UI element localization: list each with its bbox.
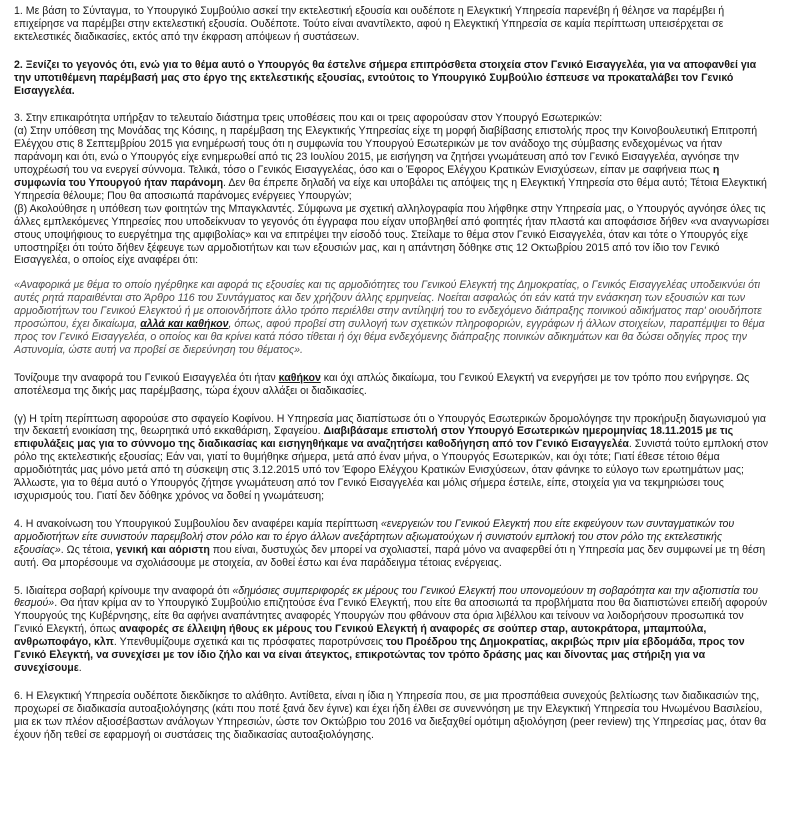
paragraph-4: 4. Η ανακοίνωση του Υπουργικού Συμβουλίου δεν αναφέρει καμία περίπτωση «ενεργειών του Γενικού Ελεγκτή που είτε εκφεύγουν των συνταγματικών του αρμοδιοτήτων είτε συνιστούν παρεμβολή στον ρόλο και το έργο άλλων ανεξάρτητων αξιωματούχων ή συνιστούν εμπλοκή του στον ρόλο της εκτελεστικής εξουσίας». Ως τέτοια, γενική και αόριστη που είναι, δυστυχώς δεν μπορεί να σχολιαστεί, παρά μόνο να αναφερθεί ότι η Υπηρεσία μας δεν συμφωνεί με τη θέση αυτή. Θα μπορέσουμε να σχολιάσουμε με στοιχεία, αν δοθεί έστω και ένα παράδειγμα τέτοιας ενέργειας. xyxy=(14,517,766,569)
paragraph-3c-bold: Διαβιβάσαμε επιστολή στον Υπουργό Εσωτερικών ημερομηνίας 18.11.2015 με τις επιφυλάξεις μας για το σύννομο της διαδικασίας και εισηγηθήκαμε να αναζητήσει καθοδήγηση από τον Γενικό Εισαγγελέα xyxy=(14,425,734,451)
paragraph-5: 5. Ιδιαίτερα σοβαρή κρίνουμε την αναφορά ότι «δημόσιες συμπεριφορές εκ μέρους του Γενικού Ελεγκτή που υπονομεύουν τη σοβαρότητα και την αξιοπιστία του θεσμού». Θα ήταν κρίμα αν το Υπουργικό Συμβούλιο επιζητούσε ένα Γενικό Ελεγκτή, που είτε θα αποσιωπά τα προβλήματα που θα διαπιστώνει επειδή αφορούν Υπουργούς της Κυβέρνησης, είτε θα αφήνει αναπάντητες αναφορές Υπουργών που φθάνουν στα όρια λιβέλλου και τείνουν να λοιδορήσουν προσωπικά τον Γενικό Ελεγκτή, όπως αναφορές σε έλλειψη ήθους εκ μέρους του Γενικού Ελεγκτή ή αναφορές σε σούπερ σταρ, αυτοκράτορα, μπαμπούλα, ανθρωποφάγο, κλπ. Υπενθυμίζουμε σχετικά και τις πρόσφατες παροτρύνσεις του Προέδρου της Δημοκρατίας, ακριβώς πριν μία εβδομάδα, προς τον Γενικό Ελεγκτή, να συνεχίσει με τον ίδιο ζήλο και να είναι άτεγκτος, επικροτώντας τον τρόπο δράσης μας και δίνοντας μας στήριξη για να συνεχίσουμε. xyxy=(14,584,768,674)
paragraph-after-quote: Τονίζουμε την αναφορά του Γενικού Εισαγγελέα ότι ήταν καθήκον και όχι απλώς δικαίωμα, του Γενικού Ελεγκτή να ενεργήσει με τον τρόπο που ενήργησε. Ως αποτέλεσμα της δικής μας παρέμβασης, τώρα έχουν αλλάξει οι διαδικασίες. xyxy=(14,371,750,397)
paragraph-2 xyxy=(14,59,772,98)
paragraph-3c: (γ) Η τρίτη περίπτωση αφορούσε στο σφαγείο Κοφίνου. Η Υπηρεσία μας διαπίστωσε ότι ο Υπουργός Εσωτερικών δρομολόγησε την προκήρυξη διαγωνισμού για την δεκαετή ενοικίαση της, θεωρητικά υπό εκκαθάριση, Σφαγείου. Διαβιβάσαμε επιστολή στον Υπουργό Εσωτερικών ημερομηνίας 18.11.2015 με τις επιφυλάξεις μας για το σύννομο της διαδικασίας και εισηγηθήκαμε να αναζητήσει καθοδήγηση από τον Γενικό Εισαγγελέα. Συνιστά τούτο εμπλοκή στον ρόλο της εκτελεστικής εξουσίας; Εάν ναι, γιατί το θυμήθηκε σήμερα, μετά από έναν μήνα, ο Υπουργός Εσωτερικών, και όχι τότε; Γιατί έθεσε τέτοιο θέμα αρμοδιότητάς μας μόνο μετά από τη σύσκεψη στις 3.12.2015 υπό τον Έφορο Ελέγχου Κρατικών Ενισχύσεων, όταν φάνηκε το εύλογο των ερωτημάτων μας; Άλλωστε, για το θέμα αυτό ο Υπουργός ζήτησε γνωμάτευση από τον Γενικό Εισαγγελέα και μόλις σήμερα έστειλε, είπε, στοιχεία για να τεκμηριώσει τους ισχυρισμούς του. Γιατί δεν δόθηκε χρόνος να δοθεί η γνωμάτευση; xyxy=(14,412,769,502)
paragraph-3a-bold: η συμφωνία του Υπουργού ήταν παράνομη xyxy=(14,164,720,189)
paragraph-5-bold-2: του Προέδρου της Δημοκρατίας, ακριβώς πριν μία εβδομάδα, προς τον Γενικό Ελεγκτή, να συνεχίσει με τον ίδιο ζήλο και να είναι άτεγκτος, επικροτώντας τον τρόπο δράσης μας και δίνοντας μας στήριξη για να συνεχίσουμε xyxy=(14,636,745,674)
paragraph-3b: (β) Ακολούθησε η υπόθεση των φοιτητών της Μπαγκλαντές. Σύμφωνα με σχετική αλληλογραφία που λήφθηκε στην Υπηρεσία μας, ο Υπουργός αγνόησε όλες τις άλλες εμπλεκόμενες Υπηρεσίες που υποδείκνυαν το γεγονός ότι έγγραφα που είχαν υποβληθεί από φοιτητές ήταν πλαστά και αποφάσισε δήθεν «να αναγνωρίσει στους υποψήφιους το ευεργέτημα της αμφιβολίας» και να επιτρέψει την είσοδό τους. Στείλαμε το θέμα στον Γενικό Εισαγγελέα, όταν και τότε ο Υπουργός είχε υποστηρίξει ότι τούτο δήθεν ξέφευγε των αρμοδιοτήτων και των εξουσιών μας, και η απάντηση δόθηκε στις 12 Οκτωβρίου 2015 από τον ίδιο τον Γενικό Εισαγγελέα, ο οποίος είχε αναφέρει ότι: xyxy=(14,202,770,267)
duty-bold-underline: καθήκον xyxy=(278,371,321,384)
paragraph-1: 1. Με βάση το Σύνταγμα, το Υπουργικό Συμβούλιο ασκεί την εκτελεστική εξουσία και ουδέποτε η Ελεγκτική Υπηρεσία παρενέβη ή θέλησε να παρέμβει ή επιχείρησε να παρέμβει στην εκτελεστική εξουσία. Ουδέποτε. Τούτο είναι αναντίλεκτο, αφού η Ελεγκτική Υπηρεσία σε καμία περίπτωση υπεισέρχεται σε εκτελεστικές διαδικασίες, εκτός από την έκφραση απόψεων ή συστάσεων. xyxy=(14,5,725,43)
paragraph-3a: (α) Στην υπόθεση της Μονάδας της Κόσιης, η παρέμβαση της Ελεγκτικής Υπηρεσίας είχε τη μορφή διαβίβασης επιστολής προς την Κοινοβουλευτική Επιτροπή Ελέγχου στις 8 Σεπτεμβρίου 2015 για ενημέρωσή τους ότι η συμφωνία του Υπουργού Εσωτερικών με τον ανάδοχο της σύμβασης ενδεχομένως να ήταν παράνομη και ότι, ενώ ο Υπουργός είχε ενημερωθεί από τις 23 Ιουλίου 2015, με εισήγηση να ζητήσει γνωμάτευση από τον Γενικό Εισαγγελέα, αγνόησε την υποχρέωσή του να ενεργεί σύννομα. Τελικά, τόσο ο Γενικός Εισαγγελέας, όσο και ο Έφορος Ελέγχου Κρατικών Ενισχύσεων, είπαν με σαφήνεια πως η συμφωνία του Υπουργού ήταν παράνομη. Δεν θα έπρεπε δηλαδή να είχε και υποβάλει τις απόψεις της η Ελεγκτική Υπηρεσία στο θέμα αυτό; Τέτοια Ελεγκτική Υπηρεσία θέλουμε; Που θα αποσιωπά παράνομες ενέργειες Υπουργών; xyxy=(14,125,767,202)
quote-bold-underline: αλλά και καθήκον xyxy=(140,318,229,331)
paragraph-3-intro: 3. Στην επικαιρότητα υπήρξαν το τελευταίο διάστημα τρεις υποθέσεις που και οι τρεις αφορούσαν στον Υπουργό Εσωτερικών: xyxy=(14,112,603,125)
paragraph-5-bold-1: αναφορές σε έλλειψη ήθους εκ μέρους του Γενικού Ελεγκτή ή αναφορές σε σούπερ σταρ, αυτοκράτορα, μπαμπούλα, ανθρωποφάγο, κλπ xyxy=(14,623,707,649)
attorney-general-quote: «Αναφορικά με θέμα το οποίο ηγέρθηκε και αφορά τις εξουσίες και τις αρμοδιότητες του Γενικού Ελεγκτή της Δημοκρατίας, ο Γενικός Εισαγγελέας υποδεικνύει ότι αυτές ρητά παραιθένται στο Άρθρο 116 του Συντάγματος και δεν χρήζουν άλλης ερμηνείας. Νοείται ασφαλώς ότι εάν κατά την ενάσκηση των εξουσιών και των αρμοδιοτήτων του Γενικού Ελεγκτού ή με οποιονδήποτε άλλο τρόπο περιέλθει στην αντίληψή του το ενδεχόμενο διάπραξης ποινικού αδικήματος παρ' οιουδήποτε προσώπου, έχει δικαίωμα, αλλά και καθήκον, όπως, αφού προβεί στη συλλογή των σχετικών πληροφοριών, εγγράφων ή άλλων στοιχείων, παραπέμψει το θέμα προς τον Γενικό Εισαγγελέα, ο οποίος και θα κρίνει κατά πόσο τίθεται ή όχι θέμα ενδεχόμενης διάπραξης ποινικών αδικημάτων και θα δώσει οδηγίες προς την Αστυνομία, ώστε αυτή να προβεί σε διερεύνηση του θέματος». xyxy=(14,279,765,356)
paragraph-5-italic: «δημόσιες συμπεριφορές εκ μέρους του Γενικού Ελεγκτή που υπονομεύουν τη σοβαρότητα και την αξιοπιστία του θεσμού» xyxy=(14,584,758,610)
paragraph-2-bold: 2. Ξενίζει το γεγονός ότι, ενώ για το θέμα αυτό ο Υπουργός θα έστελνε σήμερα επιπρόσθετα στοιχεία στον Γενικό Εισαγγελέα, για να αποφανθεί για την υποτιθέμενη παρέμβασή μας στο έργο της εκτελεστικής εξουσίας, εντούτοις το Υπουργικό Συμβούλιο έσπευσε να προκαταλάβει τον Γενικό Εισαγγελέα. xyxy=(14,58,757,97)
paragraph-6: 6. Η Ελεγκτική Υπηρεσία ουδέποτε διεκδίκησε το αλάθητο. Αντίθετα, είναι η ίδια η Υπηρεσία που, σε μια προσπάθεια συνεχούς βελτίωσης των διαδικασιών της, προχωρεί σε διαδικασία αυτοαξιολόγησης (κάτι που ποτέ ξανά δεν έγινε) και έχει ήδη έλθει σε συνεννόηση με την Ελεγκτική Υπηρεσία του Ηνωμένου Βασιλείου, μια εκ των πλέον αξιοσέβαστων ανάλογων Υπηρεσιών, ώστε τον Οκτώβριο του 2016 να διεξαχθεί ομότιμη αξιολόγηση (peer review) της Υπηρεσίας μας, όταν θα έχουν ήδη τεθεί σε εφαρμογή οι συστάσεις της διαδικασίας αυτοαξιολόγησης. xyxy=(14,689,767,741)
paragraph-4-italic: «ενεργειών του Γενικού Ελεγκτή που είτε εκφεύγουν των συνταγματικών του αρμοδιοτήτων είτε συνιστούν παρεμβολή στον ρόλο και το έργο άλλων ανεξάρτητων αξιωματούχων ή συνιστούν εμπλοκή του στον ρόλο της εκτελεστικής εξουσίας» xyxy=(14,517,735,556)
paragraph-4-bold: γενική και αόριστη xyxy=(115,543,210,556)
